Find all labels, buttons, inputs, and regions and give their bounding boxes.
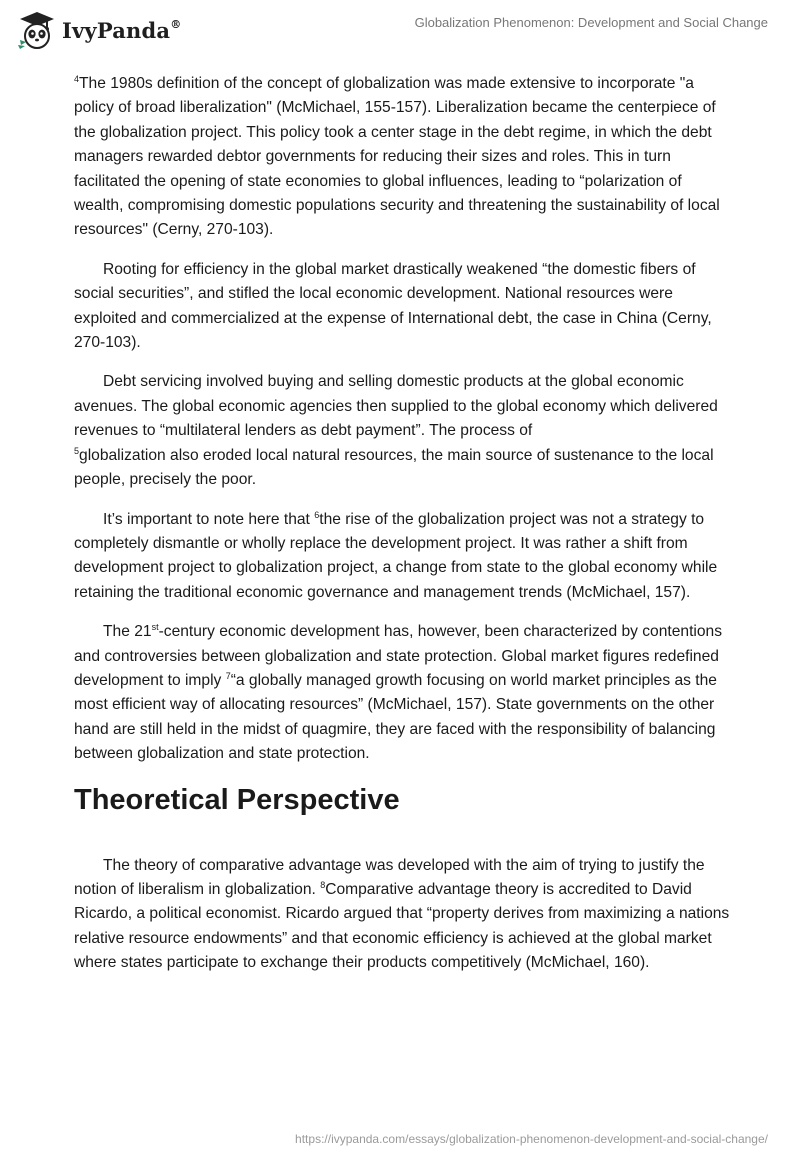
- ivypanda-logo[interactable]: [16, 9, 181, 51]
- page-header: [0, 0, 800, 60]
- footnote-marker-7: 7: [225, 670, 231, 681]
- paragraph-2: Rooting for efficiency in the global market drastically weakened “the domestic fibers of social securities”, and stifled the local economic development. National resources were exploited and commercialized at the expense of International debt, the case in China (Cerny, 270-103).: [74, 260, 712, 352]
- panda-graduate-icon: [16, 9, 58, 51]
- source-url[interactable]: https://ivypanda.com/essays/globalization-phenomenon-development-and-social-change/: [295, 1132, 768, 1146]
- paragraph-4: It’s important to note here that $^6$the rise of the globalization project was not a strategy to completely dismantle or wholly replace the development project. It was rather a shift from development project to globalization project, a change from state to the global economy while retaining the traditional economic governance and management trends (McMichael, 157).: [74, 509, 718, 601]
- paragraph-5: The 21st-century economic development has, however, been characterized by contentions and controversies between globalization and state protection. Global market figures redefined development to imply $^7$“a globally managed growth focusing on world market principles as the most efficient way of allocating resources” (McMichael, 157). State governments on the other hand are still held in the midst of quagmire, they are faced with the responsibility of balancing between globalization and state protection.: [74, 622, 723, 763]
- essay-body: [74, 72, 734, 991]
- footnote-marker-4: 4: [74, 74, 80, 84]
- section-heading: Theoretical Perspective: [74, 783, 400, 816]
- paragraph-3: Debt servicing involved buying and selling domestic products at the global economic avenues. The global economic agencies then supplied to the global economy which delivered revenues to “multilateral lenders as debt payment”. The process of $^5$globalization also eroded local natural resources, the main source of sustenance to the local people, precisely the poor.: [74, 373, 718, 489]
- document-title: Globalization Phenomenon: Development and Social Change: [414, 15, 768, 30]
- footnote-marker-6: 6: [314, 509, 320, 520]
- ordinal-suffix: st: [151, 622, 159, 633]
- footnote-marker-8: 8: [320, 879, 326, 890]
- footnote-marker-5: 5: [74, 445, 80, 456]
- paragraph-6: The theory of comparative advantage was developed with the aim of trying to justify the notion of liberalism in globalization. $^8$Comparative advantage theory is accredited to David Ricardo, a political economist. Ricardo argued that “property derives from maximizing a nations relative resource endowments” and that economic efficiency is achieved at the global market where states participate to exchange their products competitively (McMichael, 160).: [74, 856, 730, 972]
- paragraph-1: $^4$The 1980s definition of the concept of globalization was made extensive to incorporate "a policy of broad liberalization" (McMichael, 155-157). Liberalization became the centerpiece of the globalization project. This policy took a center stage in the debt regime, in which the debt managers rewarded debtor governments for reducing their sizes and roles. This in turn facilitated the opening of state economies to global influences, leading to “polarization of wealth, compromising domestic populations security and threatening the sustainability of local resources" (Cerny, 270-103).: [74, 74, 720, 239]
- brand-name: IvyPanda®: [62, 17, 182, 43]
